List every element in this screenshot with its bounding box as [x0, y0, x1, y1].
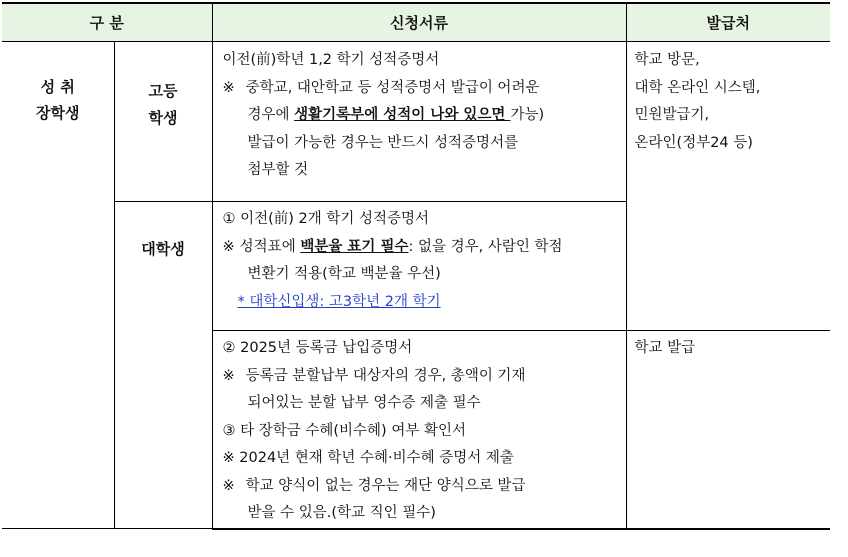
header-category: 구 분: [2, 3, 212, 42]
tuition-doc2: ② 2025년 등록금 납입증명서: [222, 340, 413, 356]
university-documents: [212, 202, 626, 331]
note-mark: ※: [222, 79, 235, 96]
high-school-doc1: 이전(前)학년 1,2 학기 성적증명서: [222, 52, 440, 68]
category-line1: 성 취: [40, 78, 75, 96]
high-school-note-line3: 발급이 가능한 경우는 반드시 성적증명서를: [247, 134, 519, 151]
issuer-cell-2: [626, 331, 830, 529]
high-school-documents: [212, 42, 626, 202]
university-label: 대학생: [141, 240, 185, 258]
tuition-note3-line2: 받을 수 있음.(학교 직인 필수): [247, 505, 436, 521]
high-school-note-line1: [223, 75, 620, 103]
header-issuer: 발급처: [626, 3, 830, 42]
header-documents: 신청서류: [212, 3, 626, 42]
subcategory-high-school: [114, 42, 212, 202]
issuer2-line1: 학교 발급: [634, 340, 696, 356]
university-note-line1: ※ 성적표에 백분율 표기 필수: 없을 경우, 사람인 학점: [222, 238, 563, 255]
tuition-documents: [212, 331, 626, 529]
table-header-row: [2, 3, 830, 42]
note-text: 중학교, 대안학교 등 성적증명서 발급이 어려운: [245, 79, 540, 96]
freshman-note: * 대학신입생: 고3학년 2개 학기: [237, 293, 441, 310]
issuer-line2: 대학 온라인 시스템,: [634, 79, 761, 96]
university-note-line2: 변환기 적용(학교 백분율 우선): [247, 266, 441, 282]
highlight-text: 백분율 표기 필수: [300, 238, 409, 255]
category-line2: 장학생: [36, 104, 80, 122]
tuition-note1-line2: 되어있는 분할 납부 영수증 제출 필수: [247, 395, 481, 411]
tuition-doc3: ③ 타 장학금 수혜(비수혜) 여부 확인서: [222, 422, 466, 439]
table-row: [2, 42, 830, 202]
high-school-label-1: 고등: [148, 82, 178, 100]
issuer-cell-1: [626, 42, 830, 331]
document-requirements-table: [2, 2, 830, 530]
tuition-note3-line1: ※ 학교 양식이 없는 경우는 재단 양식으로 발급: [222, 477, 526, 494]
tuition-note2: ※ 2024년 현재 학년 수혜·비수혜 증명서 제출: [222, 450, 514, 466]
category-cell: [2, 42, 114, 529]
tuition-note1-line1: ※ 등록금 분할납부 대상자의 경우, 총액이 기재: [222, 367, 526, 384]
university-doc1: ① 이전(前) 2개 학기 성적증명서: [222, 211, 430, 227]
high-school-note-line4: 첨부할 것: [247, 162, 309, 178]
highlight-text: 생활기록부에 성적이 나와 있으면: [294, 107, 511, 123]
high-school-note-line2: 경우에 생활기록부에 성적이 나와 있으면 가능): [247, 107, 545, 123]
subcategory-university: [114, 202, 212, 529]
issuer-line1: 학교 방문,: [634, 52, 700, 68]
issuer-line3: 민원발급기,: [634, 107, 710, 123]
high-school-label-2: 학생: [148, 109, 178, 127]
issuer-line4: 온라인(정부24 등): [634, 134, 753, 151]
